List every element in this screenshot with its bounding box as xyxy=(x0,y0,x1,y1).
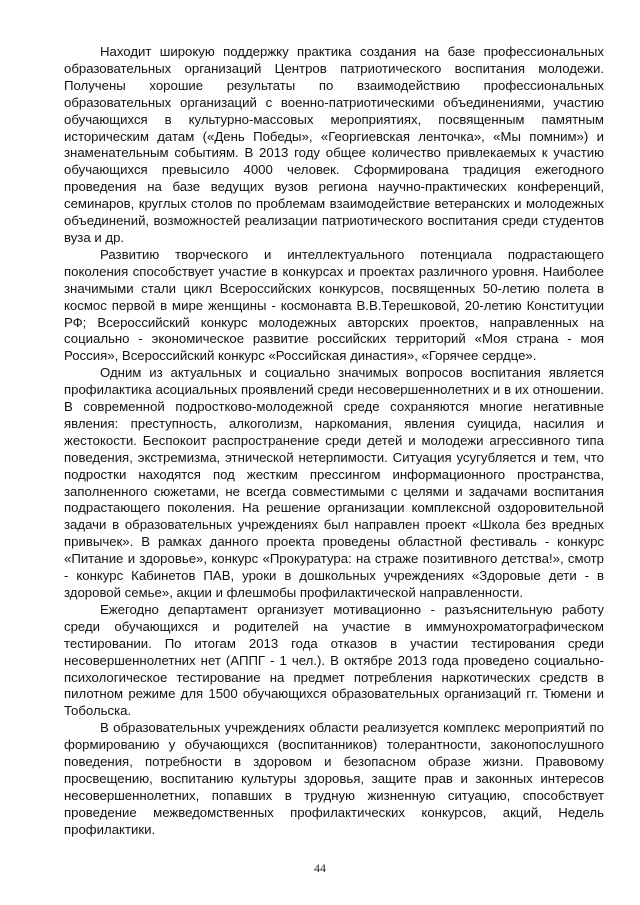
paragraph-drug-testing: Ежегодно департамент организует мотивационно - разъяснительную работу среди обучающихся и родителей на участие в иммунохроматографическом тестировании. По итогам 2013 года отказов в участии тестирования среди несовершеннолетних нет (АППГ - 1 чел.). В октябре 2013 года проведено социально- психологическое тестирование на предмет потребления наркотических средств в пилотном режиме для 1500 обучающихся образовательных организаций гг. Тюмени и Тобольска. xyxy=(64,601,604,719)
page-number: 44 xyxy=(314,861,326,875)
paragraph-patriotic-centers: Находит широкую поддержку практика создания на базе профессиональных образовательных организаций Центров патриотического воспитания молодежи. Получены хорошие результаты по взаимодействию профессиональных образовательных организаций с военно-патриотическими объединениями, участию обучающихся в культурно-массовых мероприятиях, посвященным памятным историческим датам («День Победы», «Георгиевская ленточка», «Мы помним») и знаменательным событиям. В 2013 году общее количество привлекаемых к участию обучающихся превысило 4000 человек. Сформирована традиция ежегодного проведения на базе ведущих вузов региона научно-практических конференций, семинаров, круглых столов по проблемам взаимодействие ветеранских и молодежных объединений, возможностей реализации патриотического воспитания среди студентов вуза и др. xyxy=(64,44,604,245)
paragraph-asocial-prevention: Одним из актуальных и социально значимых вопросов воспитания является профилактика асоциальных проявлений среди несовершеннолетних и в их отношении. В современной подростково-молодежной среде сохраняются многие негативные явления: преступность, алкоголизм, наркомания, явления суицида, насилия и жестокости. Беспокоит распространение среди детей и молодежи агрессивного типа поведения, экстремизма, этнической нетерпимости. Ситуация усугубляется и тем, что подростки находятся под жестким прессингом информационного пространства, заполненного сюжетами, не всегда совместимыми с целями и задачами воспитания подрастающего поколения. На решение организации комплексной оздоровительной задачи в образовательных учреждениях был направлен проект «Школа без вредных привычек». В рамках данного проекта проведены областной фестиваль - конкурс «Питание и здоровье», конкурс «Прокуратура: на страже позитивного детства!», смотр - конкурс Кабинетов ПАВ, уроки в дошкольных учреждениях «Здоровые дети - в здоровой семье», акции и флешмобы профилактической направленности. xyxy=(64,365,604,600)
document-page xyxy=(64,44,604,839)
paragraph-creative-contests: Развитию творческого и интеллектуального потенциала подрастающего поколения способствует участие в конкурсах и проектах различного уровня. Наиболее значимыми стали цикл Всероссийских конкурсов, посвященных 50-летию полета в космос первой в мире женщины - космонавта В.В.Терешковой, 20-летию Конституции РФ; Всероссийский конкурс молодежных авторских проектов, направленных на социально - экономическое развитие российских территорий «Моя страна - моя Россия», Всероссийский конкурс «Российская династия», «Горячее сердце». xyxy=(64,246,604,364)
paragraph-tolerance-measures: В образовательных учреждениях области реализуется комплекс мероприятий по формированию у обучающихся (воспитанников) толерантности, законопослушного поведения, потребности в здоровом и безопасном образе жизни. Правовому просвещению, воспитанию культуры здоровья, защите прав и законных интересов несовершеннолетних, попавших в трудную жизненную ситуацию, способствует проведение межведомственных профилактических конкурсов, акций, Недель профилактики. xyxy=(64,720,604,837)
